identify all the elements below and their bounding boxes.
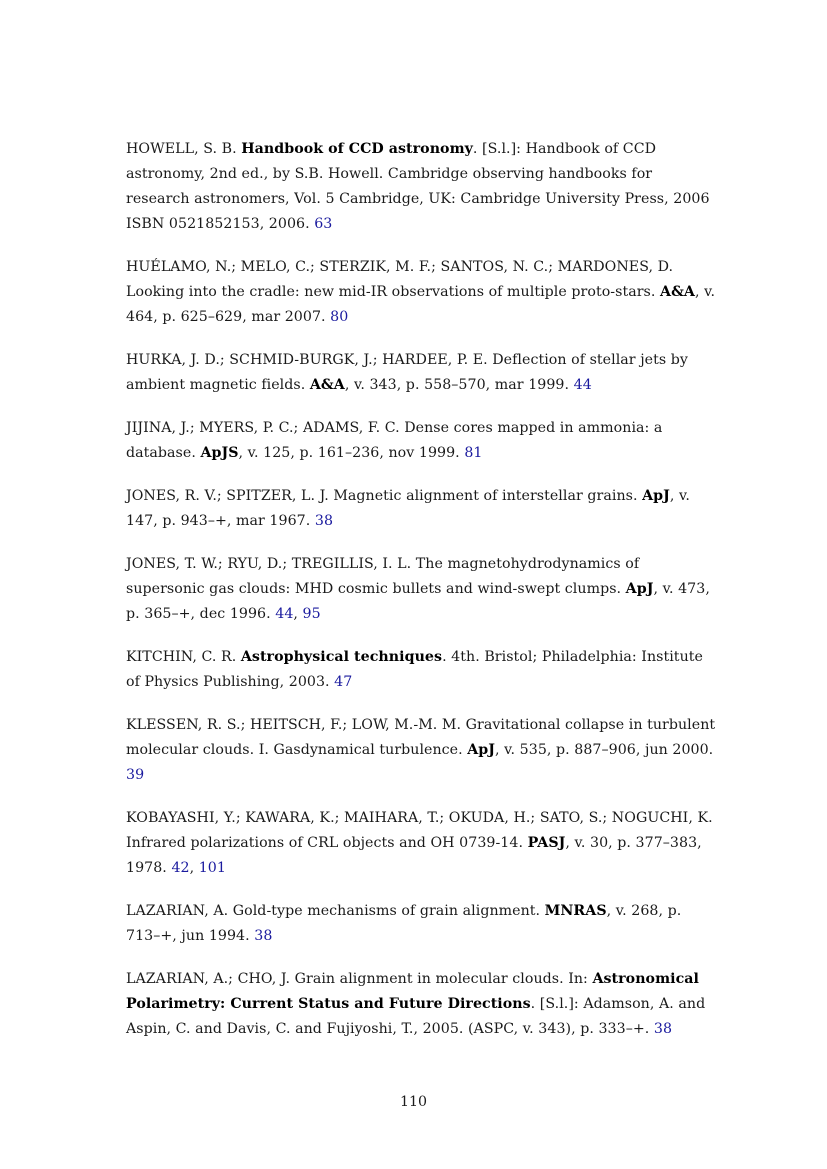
reference-list (126, 137, 720, 1060)
back-reference-page-link[interactable]: 39 (126, 767, 145, 783)
reference-text: . [S.l.]: Handbook of CCD astronomy, 2nd ed., by S.B. Howell. Cambridge observing handbooks for research astronomers, Vol. 5 Cambridge, UK: Cambridge University Press, 2006 ISBN 0521852153, 2006. (126, 141, 710, 232)
reference-title: A&A (309, 377, 345, 393)
back-reference-page-link[interactable]: 63 (314, 216, 333, 232)
reference-title: Handbook of CCD astronomy (241, 141, 473, 157)
back-reference-page-link[interactable]: 44 (275, 606, 294, 622)
reference-entry: KOBAYASHI, Y.; KAWARA, K.; MAIHARA, T.; OKUDA, H.; SATO, S.; NOGUCHI, K. Infrared polarizations of CRL objects and OH 0739-14. PASJ, v. 30, p. 377–383, 1978. 42, 101 (126, 810, 713, 876)
reference-title: Astronomical Polarimetry: Current Status and Future Directions (126, 971, 699, 1012)
reference-text: , v. 535, p. 887–906, jun 2000. (495, 742, 714, 758)
reference-entry: JONES, T. W.; RYU, D.; TREGILLIS, I. L. The magnetohydrodynamics of supersonic gas clouds: MHD cosmic bullets and wind-swept clumps. ApJ, v. 473, p. 365–+, dec 1996. 44, 95 (126, 556, 710, 622)
reference-entry (126, 137, 720, 237)
reference-text: , v. 473, p. 365–+, dec 1996. (126, 581, 710, 622)
page-number: 110 (399, 1094, 428, 1110)
reference-text: LAZARIAN, A.; CHO, J. Grain alignment in molecular clouds. In: (126, 971, 593, 987)
reference-text: HURKA, J. D.; SCHMID-BURGK, J.; HARDEE, P. E. Deflection of stellar jets by ambient magnetic fields. (126, 352, 688, 393)
reference-text: , v. 268, p. 713–+, jun 1994. (126, 903, 682, 944)
reference-text: . [S.l.]: Adamson, A. and Aspin, C. and Davis, C. and Fujiyoshi, T., 2005. (ASPC, v. 343), p. 333–+. (126, 996, 706, 1037)
reference-title: PASJ (527, 835, 566, 851)
reference-text: KLESSEN, R. S.; HEITSCH, F.; LOW, M.-M. M. Gravitational collapse in turbulent molecular clouds. I. Gasdynamical turbulence. (126, 717, 716, 758)
reference-text: , v. 125, p. 161–236, nov 1999. (238, 445, 465, 461)
reference-entry (126, 348, 720, 398)
back-reference-page-link[interactable]: 95 (302, 606, 321, 622)
back-reference-page-link[interactable]: 81 (464, 445, 483, 461)
back-reference-page-link[interactable]: 101 (198, 860, 226, 876)
reference-entry (126, 255, 720, 330)
reference-entry (126, 484, 720, 534)
reference-text: . 4th. Bristol; Philadelphia: Institute of Physics Publishing, 2003. (126, 649, 703, 690)
reference-text: , v. 464, p. 625–629, mar 2007. (126, 284, 716, 325)
reference-text: , v. 30, p. 377–383, 1978. (126, 835, 702, 876)
reference-title: ApJ (625, 581, 654, 597)
back-reference-page-link[interactable]: 47 (334, 674, 353, 690)
reference-title: MNRAS (544, 903, 607, 919)
reference-text: , v. 147, p. 943–+, mar 1967. (126, 488, 690, 529)
reference-entry (126, 967, 720, 1042)
reference-title: A&A (660, 284, 695, 300)
reference-title: ApJ (467, 742, 496, 758)
reference-title: ApJ (642, 488, 670, 504)
reference-entry (126, 713, 720, 788)
reference-text: HOWELL, S. B. (126, 141, 242, 157)
reference-title: ApJS (200, 445, 239, 461)
reference-entry (126, 645, 720, 695)
back-reference-page-link[interactable]: 44 (573, 377, 592, 393)
reference-text: JONES, R. V.; SPITZER, L. J. Magnetic alignment of interstellar grains. (126, 488, 643, 504)
reference-entry (126, 899, 720, 949)
reference-text: HUÉLAMO, N.; MELO, C.; STERZIK, M. F.; SANTOS, N. C.; MARDONES, D. Looking into the cradle: new mid-IR observations of multiple proto-stars. (126, 259, 674, 300)
back-reference-page-link[interactable]: 80 (330, 309, 349, 325)
reference-text: KOBAYASHI, Y.; KAWARA, K.; MAIHARA, T.; OKUDA, H.; SATO, S.; NOGUCHI, K. Infrared polarizations of CRL objects and OH 0739-14. (126, 810, 713, 851)
back-reference-page-link[interactable]: 38 (314, 513, 334, 529)
reference-text: , v. 343, p. 558–570, mar 1999. (344, 377, 574, 393)
reference-text: LAZARIAN, A. Gold-type mechanisms of grain alignment. (126, 903, 545, 919)
reference-entry (126, 416, 720, 466)
reference-text: JIJINA, J.; MYERS, P. C.; ADAMS, F. C. Dense cores mapped in ammonia: a database. (126, 420, 663, 461)
back-reference-page-link[interactable]: 42 (171, 860, 190, 876)
reference-text: KITCHIN, C. R. (126, 649, 241, 665)
back-reference-page-link[interactable]: 38 (653, 1021, 673, 1037)
reference-text: JONES, T. W.; RYU, D.; TREGILLIS, I. L. The magnetohydrodynamics of supersonic gas clouds: MHD cosmic bullets and wind-swept clumps. (126, 556, 640, 597)
back-reference-page-link[interactable]: 38 (254, 928, 273, 944)
reference-title: Astrophysical techniques (240, 649, 443, 665)
